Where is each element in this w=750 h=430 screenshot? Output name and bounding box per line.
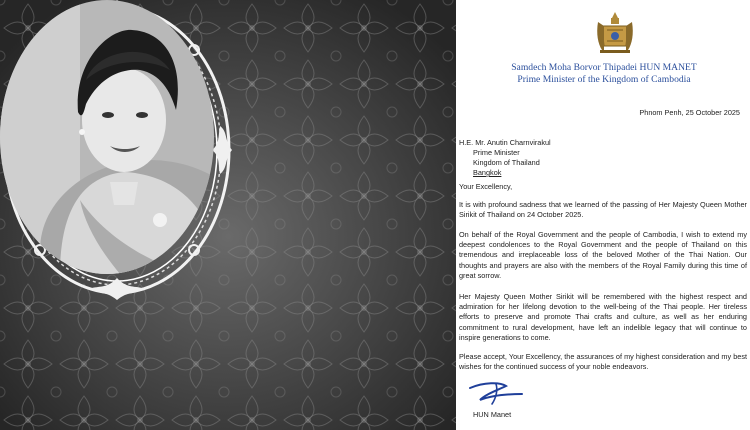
sender-name: Samdech Moha Borvor Thipadei HUN MANET <box>511 62 697 73</box>
handwritten-signature <box>466 380 528 406</box>
royal-crest-icon <box>592 10 638 56</box>
recipient-name: H.E. Mr. Anutin Charnvirakul <box>459 138 551 147</box>
paragraph-closing: Please accept, Your Excellency, the assurances of my highest consideration and my best wishes for the continued success of your noble endeavors. <box>459 352 747 372</box>
signatory-name: HUN Manet <box>473 410 512 419</box>
queen-portrait-photo <box>0 0 214 274</box>
place-date: Phnom Penh, 25 October 2025 <box>639 108 740 117</box>
paragraph-intro: It is with profound sadness that we learned of the passing of Her Majesty Queen Mother Sirikit of Thailand on 24 October 2025. <box>459 200 747 220</box>
recipient-city: Bangkok <box>473 168 502 177</box>
recipient-country: Kingdom of Thailand <box>473 158 540 167</box>
paragraph-tribute: Her Majesty Queen Mother Sirikit will be remembered with the highest respect and admiration for her lifelong devotion to the well-being of the Thai people. Her tireless efforts to preserve and promote Thai crafts and culture, as well as her enduring commitment to rural development, have left an indelible legacy that will continue to inspire generations to come. <box>459 292 747 342</box>
salutation: Your Excellency, <box>459 182 513 191</box>
paragraph-condolences: On behalf of the Royal Government and the people of Cambodia, I wish to extend my deepest condolences to the Royal Government and the people of Thailand on this tremendous and irreplaceable loss of the beloved Mother of the Thai Nation. Our thoughts and prayers are also with the members of the Royal Family during this time of great sorrow. <box>459 230 747 280</box>
sender-title: Prime Minister of the Kingdom of Cambodia <box>517 74 691 85</box>
recipient-position: Prime Minister <box>473 148 520 157</box>
